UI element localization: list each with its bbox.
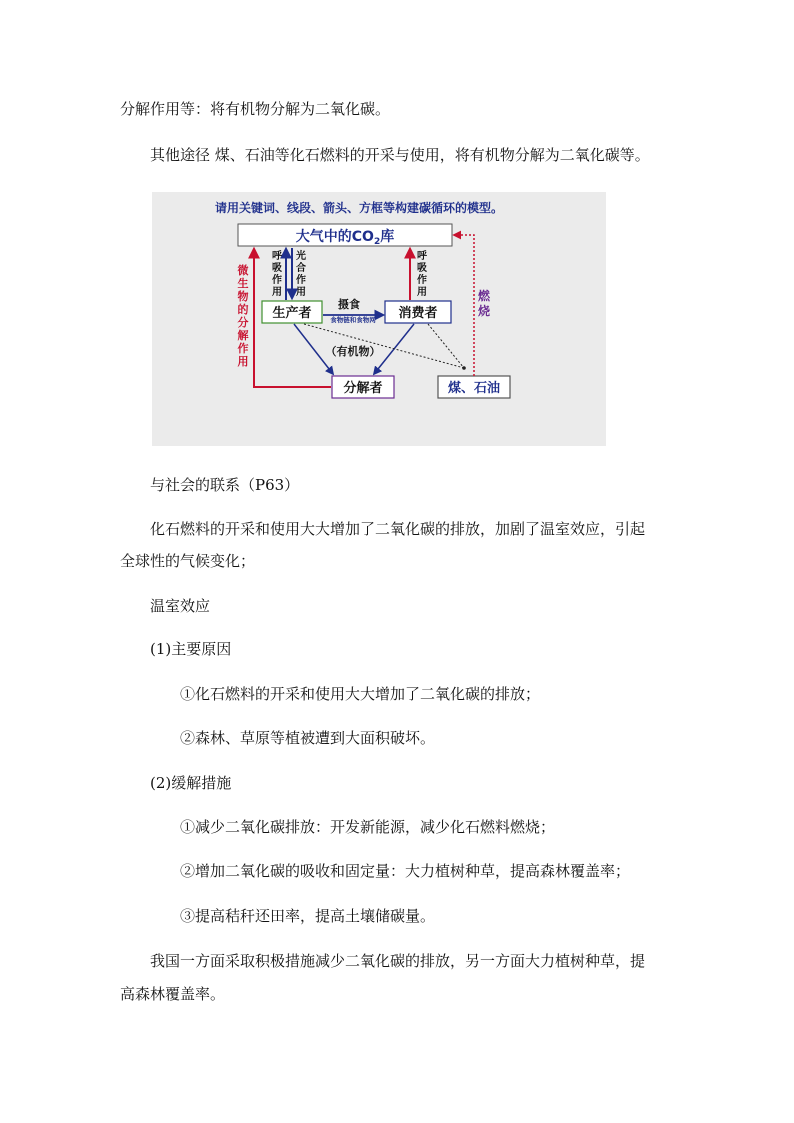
consumer-respiration-label [417,249,428,298]
carbon-cycle-diagram [152,192,606,446]
paragraph-china-line2: 高森林覆盖率。 [120,985,226,1003]
heading-main-causes: (1)主要原因 [150,640,232,658]
svg-text:光: 光 [296,251,306,262]
svg-text:解: 解 [237,329,249,342]
producer-label: 生产者 [272,306,312,321]
svg-text:作: 作 [237,342,249,355]
organic-matter-label: （有机物） [325,345,381,358]
section-heading-greenhouse: 温室效应 [150,597,211,615]
cause-item-2: ②森林、草原等植被遭到大面积破坏。 [180,729,436,747]
svg-text:吸: 吸 [417,263,427,274]
fossil-fuel-label: 煤、石油 [447,381,501,396]
ingestion-label: 摄食 [338,298,360,311]
svg-text:呼: 呼 [272,251,282,262]
svg-text:的: 的 [237,303,249,316]
heading-mitigation: (2)缓解措施 [150,774,232,792]
paragraph-other-pathways: 其他途径 煤、石油等化石燃料的开采与使用，将有机物分解为二氧化碳等。 [150,146,650,164]
fossil-junction-dot [462,366,466,370]
svg-text:用: 用 [417,287,427,298]
svg-text:作: 作 [272,275,282,286]
diagram-instruction: 请用关键词、线段、箭头、方框等构建碳循环的模型。 [215,201,504,215]
svg-text:合: 合 [296,263,306,274]
food-chain-label: 食物链和食物网 [330,316,376,324]
svg-text:烧: 烧 [477,304,491,318]
paragraph-china-line1: 我国一方面采取积极措施减少二氧化碳的排放，另一方面大力植树种草，提 [150,952,646,970]
mitigation-item-2: ②增加二氧化碳的吸收和固定量：大力植树种草，提高森林覆盖率； [180,862,631,880]
microbe-decomposition-label [238,263,250,368]
paragraph-fossil-fuel-line1: 化石燃料的开采和使用大大增加了二氧化碳的排放，加剧了温室效应，引起 [150,520,646,538]
producer-respiration-label [272,249,283,298]
mitigation-item-1: ①减少二氧化碳排放：开发新能源，减少化石燃料燃烧； [180,818,556,836]
svg-text:作: 作 [417,275,427,286]
paragraph-decomposition: 分解作用等：将有机物分解为二氧化碳。 [120,100,391,118]
photosynthesis-label [296,249,306,298]
svg-text:作: 作 [296,275,306,286]
svg-text:用: 用 [237,355,249,368]
decomposer-label: 分解者 [343,381,383,396]
consumer-label: 消费者 [398,306,438,321]
mitigation-item-3: ③提高秸秆还田率，提高土壤储碳量。 [180,907,436,925]
svg-text:呼: 呼 [417,251,427,262]
svg-text:吸: 吸 [272,263,282,274]
cause-item-1: ①化石燃料的开采和使用大大增加了二氧化碳的排放； [180,685,541,703]
paragraph-fossil-fuel-line2: 全球性的气候变化； [120,552,256,570]
svg-text:微: 微 [237,264,249,277]
svg-text:用: 用 [296,287,306,298]
svg-text:生: 生 [237,277,249,290]
svg-text:燃: 燃 [477,289,491,303]
svg-text:分: 分 [237,316,249,329]
svg-text:物: 物 [237,290,249,303]
section-heading-society: 与社会的联系（P63） [150,476,300,494]
svg-text:用: 用 [272,287,282,298]
atmosphere-co2-label: 大气中的$CO_2$库 [295,229,395,247]
